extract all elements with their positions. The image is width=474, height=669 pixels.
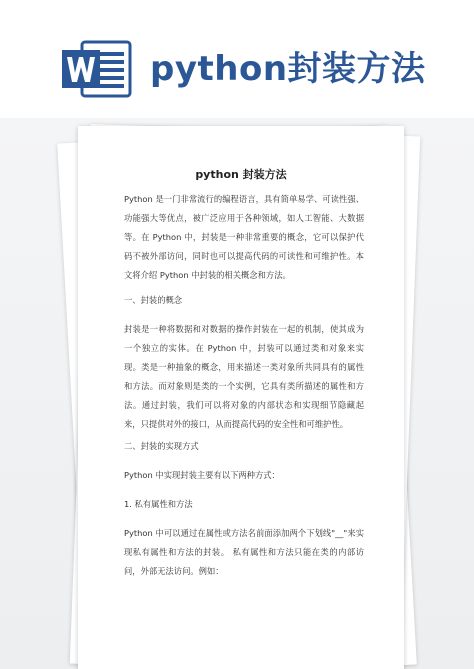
banner <box>0 0 474 118</box>
paragraph: Python 是一门非常流行的编程语言，具有简单易学、可读性强、功能强大等优点，被广泛应用于各种领域，如人工智能、大数据等。在 Python 中，封装是一种非常重要的概念，它可以保护代码不被外部访问，同时也可以提高代码的可读性和可维护性。本文将介绍 Python 中封装的相关概念和方法。 <box>124 194 364 280</box>
paragraph: Python 中实现封装主要有以下两种方式： <box>124 470 280 480</box>
banner-title: python封装方法 <box>150 49 426 89</box>
document-title: python 封装方法 <box>195 168 287 181</box>
document-page <box>78 126 404 669</box>
paragraph: Python 中可以通过在属性或方法名前面添加两个下划线"__"来实现私有属性和方法的封装。 私有属性和方法只能在类的内部访问，外部无法访问。例如： <box>124 528 364 576</box>
subsection-heading: 1. 私有属性和方法 <box>124 499 193 509</box>
section-heading: 二、封装的实现方式 <box>124 441 199 451</box>
word-document-icon <box>60 40 132 98</box>
section-heading: 一、封装的概念 <box>124 295 183 305</box>
paragraph: 封装是一种将数据和对数据的操作封装在一起的机制，使其成为一个独立的实体。在 Python 中，封装可以通过类和对象来实现。类是一种抽象的概念，用来描述一类对象所共同具有的属性和方法。而对象则是类的一个实例，它具有类所描述的属性和方法。通过封装，我们可以将对象的内部状态和实现细节隐藏起来，只提供对外的接口，从而提高代码的安全性和可维护性。 <box>124 324 364 429</box>
document-preview <box>0 118 474 669</box>
